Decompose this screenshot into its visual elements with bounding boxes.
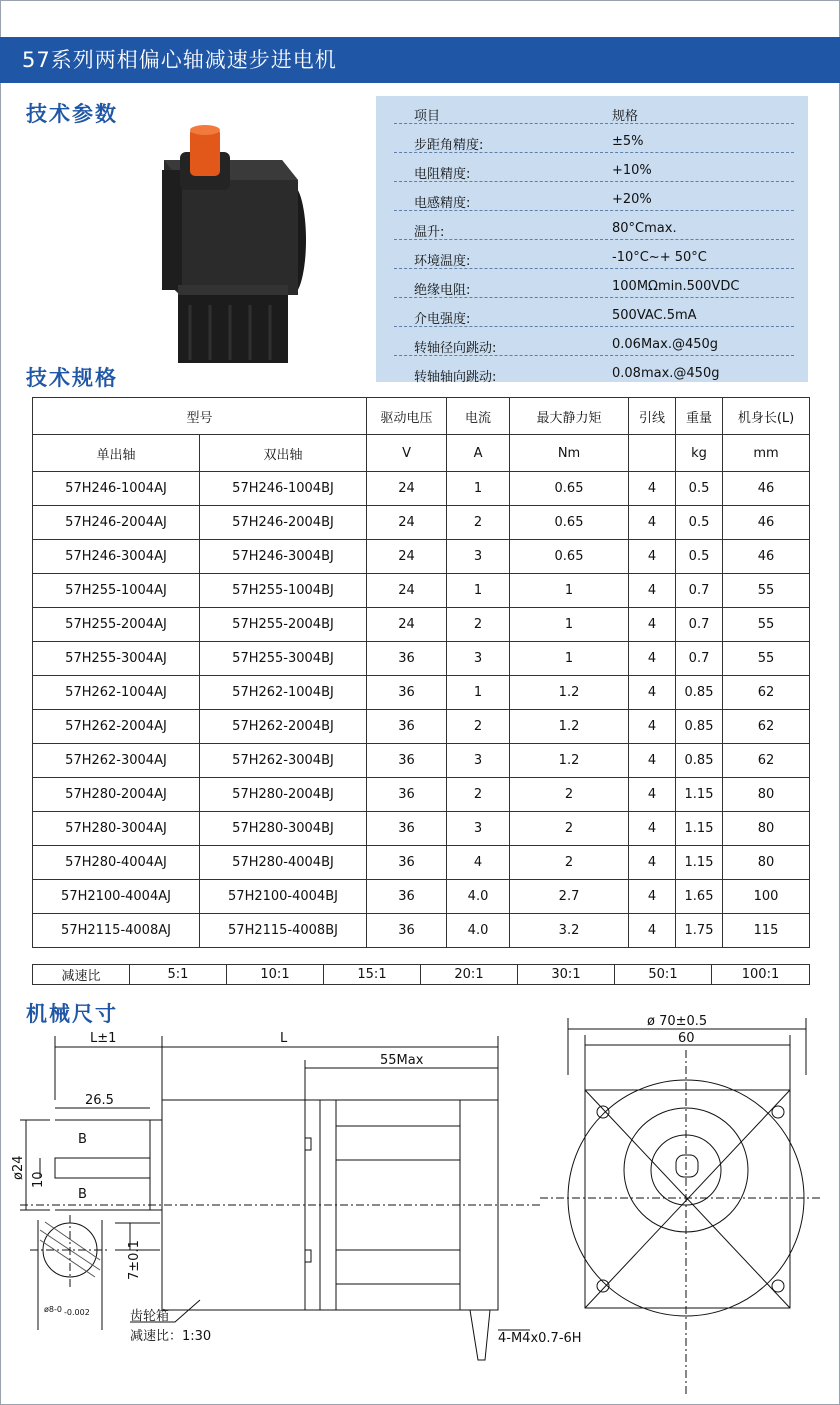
label-b-top: B bbox=[78, 1132, 87, 1147]
cell-length: 55 bbox=[723, 608, 810, 642]
spec-key: 温升: bbox=[414, 225, 445, 240]
banner-title: 57系列两相偏心轴减速步进电机 bbox=[0, 37, 840, 83]
cell-single-shaft: 57H262-2004AJ bbox=[33, 710, 200, 744]
cell-single-shaft: 57H255-3004AJ bbox=[33, 642, 200, 676]
cell-single-shaft: 57H280-3004AJ bbox=[33, 812, 200, 846]
cell-voltage: 36 bbox=[367, 744, 447, 778]
cell-leads: 4 bbox=[629, 744, 676, 778]
cell-length: 46 bbox=[723, 540, 810, 574]
cell-current: 3 bbox=[447, 540, 510, 574]
cell-double-shaft: 57H255-3004BJ bbox=[200, 642, 367, 676]
ratio-value: 20:1 bbox=[421, 965, 518, 985]
cell-torque: 1 bbox=[510, 642, 629, 676]
cell-weight: 0.7 bbox=[676, 574, 723, 608]
cell-single-shaft: 57H280-4004AJ bbox=[33, 846, 200, 880]
cell-weight: 1.65 bbox=[676, 880, 723, 914]
label-gearbox: 齿轮箱 bbox=[130, 1309, 170, 1324]
cell-double-shaft: 57H255-1004BJ bbox=[200, 574, 367, 608]
table-row bbox=[33, 574, 810, 608]
section-tech-specs: 技术规格 bbox=[26, 366, 118, 390]
cell-current: 4 bbox=[447, 846, 510, 880]
cell-voltage: 36 bbox=[367, 846, 447, 880]
cell-weight: 0.85 bbox=[676, 710, 723, 744]
spec-value: 100MΩmin.500VDC bbox=[612, 279, 740, 294]
spec-divider bbox=[394, 210, 794, 211]
cell-length: 80 bbox=[723, 846, 810, 880]
unit-torque: Nm bbox=[510, 435, 629, 472]
ratio-table bbox=[32, 964, 810, 985]
cell-leads: 4 bbox=[629, 880, 676, 914]
cell-leads: 4 bbox=[629, 608, 676, 642]
model-table bbox=[32, 397, 810, 948]
cell-weight: 1.15 bbox=[676, 812, 723, 846]
spec-value: -10°C~+ 50°C bbox=[612, 250, 707, 265]
cell-double-shaft: 57H280-2004BJ bbox=[200, 778, 367, 812]
cell-leads: 4 bbox=[629, 676, 676, 710]
cell-weight: 0.5 bbox=[676, 506, 723, 540]
spec-value: 80°Cmax. bbox=[612, 221, 677, 236]
cell-leads: 4 bbox=[629, 642, 676, 676]
cell-double-shaft: 57H246-3004BJ bbox=[200, 540, 367, 574]
ratio-label: 减速比 bbox=[33, 965, 130, 985]
cell-current: 3 bbox=[447, 744, 510, 778]
cell-length: 62 bbox=[723, 710, 810, 744]
spec-box bbox=[376, 96, 808, 385]
spec-key: 介电强度: bbox=[414, 312, 471, 327]
spec-divider bbox=[394, 152, 794, 153]
dim-l: L bbox=[280, 1031, 288, 1046]
cell-current: 4.0 bbox=[447, 880, 510, 914]
dim-55max: 55Max bbox=[380, 1053, 424, 1068]
cell-current: 1 bbox=[447, 472, 510, 506]
cell-torque: 1.2 bbox=[510, 744, 629, 778]
dim-10: 10 bbox=[31, 1171, 46, 1188]
table-row bbox=[33, 540, 810, 574]
cell-weight: 1.15 bbox=[676, 846, 723, 880]
col-double-shaft: 双出轴 bbox=[200, 435, 367, 472]
cell-current: 2 bbox=[447, 608, 510, 642]
table-unit-row bbox=[33, 435, 810, 472]
cell-voltage: 36 bbox=[367, 880, 447, 914]
cell-voltage: 24 bbox=[367, 472, 447, 506]
cell-single-shaft: 57H255-1004AJ bbox=[33, 574, 200, 608]
dim-l-tol: L±1 bbox=[90, 1031, 117, 1046]
cell-length: 55 bbox=[723, 642, 810, 676]
label-b-bottom: B bbox=[78, 1187, 87, 1202]
cell-double-shaft: 57H262-3004BJ bbox=[200, 744, 367, 778]
cell-torque: 1 bbox=[510, 574, 629, 608]
spec-header-value: 规格 bbox=[612, 109, 639, 124]
cell-double-shaft: 57H280-4004BJ bbox=[200, 846, 367, 880]
spec-key: 绝缘电阻: bbox=[414, 283, 471, 298]
cell-leads: 4 bbox=[629, 914, 676, 948]
cell-torque: 1 bbox=[510, 608, 629, 642]
cell-voltage: 36 bbox=[367, 778, 447, 812]
cell-single-shaft: 57H262-1004AJ bbox=[33, 676, 200, 710]
spec-value: +20% bbox=[612, 192, 652, 207]
cell-length: 115 bbox=[723, 914, 810, 948]
spec-divider bbox=[394, 181, 794, 182]
cell-double-shaft: 57H255-2004BJ bbox=[200, 608, 367, 642]
cell-weight: 0.5 bbox=[676, 540, 723, 574]
cell-voltage: 36 bbox=[367, 676, 447, 710]
cell-single-shaft: 57H246-3004AJ bbox=[33, 540, 200, 574]
cell-torque: 0.65 bbox=[510, 506, 629, 540]
cell-double-shaft: 57H262-1004BJ bbox=[200, 676, 367, 710]
ratio-value: 50:1 bbox=[615, 965, 712, 985]
ratio-row bbox=[33, 965, 810, 985]
spec-header-key: 项目 bbox=[414, 109, 441, 124]
cell-voltage: 36 bbox=[367, 812, 447, 846]
cell-torque: 2 bbox=[510, 846, 629, 880]
spec-divider bbox=[394, 355, 794, 356]
spec-key: 转轴轴向跳动: bbox=[414, 370, 497, 385]
cell-length: 80 bbox=[723, 812, 810, 846]
table-row bbox=[33, 506, 810, 540]
cell-weight: 1.75 bbox=[676, 914, 723, 948]
cell-torque: 0.65 bbox=[510, 540, 629, 574]
dim-60: 60 bbox=[678, 1031, 695, 1046]
cell-weight: 0.7 bbox=[676, 608, 723, 642]
cell-leads: 4 bbox=[629, 812, 676, 846]
table-row bbox=[33, 472, 810, 506]
table-row bbox=[33, 710, 810, 744]
cell-leads: 4 bbox=[629, 540, 676, 574]
ratio-value: 100:1 bbox=[712, 965, 810, 985]
table-row bbox=[33, 778, 810, 812]
cell-current: 3 bbox=[447, 642, 510, 676]
spec-value: +10% bbox=[612, 163, 652, 178]
table-row bbox=[33, 880, 810, 914]
table-row bbox=[33, 744, 810, 778]
col-voltage: 驱动电压 bbox=[367, 398, 447, 435]
spec-key: 步距角精度: bbox=[414, 138, 484, 153]
cell-torque: 2 bbox=[510, 812, 629, 846]
cell-double-shaft: 57H2100-4004BJ bbox=[200, 880, 367, 914]
table-row bbox=[33, 676, 810, 710]
cell-voltage: 24 bbox=[367, 574, 447, 608]
table-row bbox=[33, 812, 810, 846]
cell-length: 62 bbox=[723, 744, 810, 778]
spec-key: 电阻精度: bbox=[414, 167, 471, 182]
unit-current: A bbox=[447, 435, 510, 472]
table-header-row bbox=[33, 398, 810, 435]
cell-single-shaft: 57H2100-4004AJ bbox=[33, 880, 200, 914]
table-row bbox=[33, 914, 810, 948]
cell-current: 2 bbox=[447, 778, 510, 812]
cell-torque: 1.2 bbox=[510, 710, 629, 744]
cell-leads: 4 bbox=[629, 710, 676, 744]
cell-leads: 4 bbox=[629, 506, 676, 540]
ratio-value: 5:1 bbox=[130, 965, 227, 985]
cell-torque: 3.2 bbox=[510, 914, 629, 948]
table-row bbox=[33, 642, 810, 676]
cell-weight: 0.5 bbox=[676, 472, 723, 506]
dim-dia70: ø 70±0.5 bbox=[647, 1014, 708, 1029]
spec-value: ±5% bbox=[612, 134, 644, 149]
cell-torque: 1.2 bbox=[510, 676, 629, 710]
cell-double-shaft: 57H262-2004BJ bbox=[200, 710, 367, 744]
cell-torque: 0.65 bbox=[510, 472, 629, 506]
cell-current: 1 bbox=[447, 574, 510, 608]
cell-weight: 0.85 bbox=[676, 676, 723, 710]
label-holes: 4-M4x0.7-6H bbox=[498, 1331, 582, 1346]
cell-double-shaft: 57H246-2004BJ bbox=[200, 506, 367, 540]
col-weight: 重量 bbox=[676, 398, 723, 435]
label-ratio-note: 减速比：1:30 bbox=[130, 1329, 212, 1344]
cell-length: 62 bbox=[723, 676, 810, 710]
col-length: 机身长(L) bbox=[723, 398, 810, 435]
cell-voltage: 36 bbox=[367, 710, 447, 744]
cell-length: 46 bbox=[723, 506, 810, 540]
cell-leads: 4 bbox=[629, 846, 676, 880]
cell-leads: 4 bbox=[629, 574, 676, 608]
spec-value: 0.08max.@450g bbox=[612, 366, 720, 381]
cell-length: 100 bbox=[723, 880, 810, 914]
cell-length: 46 bbox=[723, 472, 810, 506]
mechanical-drawing bbox=[0, 1000, 840, 1405]
spec-divider bbox=[394, 268, 794, 269]
section-mech-dims: 机械尺寸 bbox=[26, 1002, 118, 1026]
motor-photo bbox=[150, 120, 320, 370]
cell-current: 2 bbox=[447, 710, 510, 744]
cell-current: 2 bbox=[447, 506, 510, 540]
cell-torque: 2 bbox=[510, 778, 629, 812]
spec-value: 0.06Max.@450g bbox=[612, 337, 719, 352]
col-single-shaft: 单出轴 bbox=[33, 435, 200, 472]
spec-divider bbox=[394, 297, 794, 298]
table-row bbox=[33, 608, 810, 642]
cell-weight: 0.7 bbox=[676, 642, 723, 676]
ratio-value: 15:1 bbox=[324, 965, 421, 985]
cell-double-shaft: 57H280-3004BJ bbox=[200, 812, 367, 846]
cell-single-shaft: 57H280-2004AJ bbox=[33, 778, 200, 812]
dim-shaft-dia: ø8-0 bbox=[44, 1305, 62, 1314]
spec-divider bbox=[394, 239, 794, 240]
spec-value: 500VAC.5mA bbox=[612, 308, 697, 323]
unit-voltage: V bbox=[367, 435, 447, 472]
cell-single-shaft: 57H262-3004AJ bbox=[33, 744, 200, 778]
cell-length: 55 bbox=[723, 574, 810, 608]
spec-divider bbox=[394, 123, 794, 124]
cell-current: 3 bbox=[447, 812, 510, 846]
unit-weight: kg bbox=[676, 435, 723, 472]
spec-key: 环境温度: bbox=[414, 254, 471, 269]
unit-leads bbox=[629, 435, 676, 472]
col-leads: 引线 bbox=[629, 398, 676, 435]
col-torque: 最大静力矩 bbox=[510, 398, 629, 435]
dim-7: 7±0.1 bbox=[127, 1240, 142, 1280]
col-current: 电流 bbox=[447, 398, 510, 435]
cell-current: 1 bbox=[447, 676, 510, 710]
cell-torque: 2.7 bbox=[510, 880, 629, 914]
spec-key: 电感精度: bbox=[414, 196, 471, 211]
cell-voltage: 36 bbox=[367, 914, 447, 948]
spec-key: 转轴径向跳动: bbox=[414, 341, 497, 356]
cell-current: 4.0 bbox=[447, 914, 510, 948]
cell-single-shaft: 57H255-2004AJ bbox=[33, 608, 200, 642]
ratio-value: 30:1 bbox=[518, 965, 615, 985]
col-model: 型号 bbox=[33, 398, 367, 435]
ratio-value: 10:1 bbox=[227, 965, 324, 985]
cell-length: 80 bbox=[723, 778, 810, 812]
cell-voltage: 36 bbox=[367, 642, 447, 676]
cell-double-shaft: 57H246-1004BJ bbox=[200, 472, 367, 506]
dim-26-5: 26.5 bbox=[85, 1093, 114, 1108]
dim-dia24: ø24 bbox=[11, 1155, 26, 1180]
cell-voltage: 24 bbox=[367, 506, 447, 540]
spec-row bbox=[376, 359, 808, 388]
unit-length: mm bbox=[723, 435, 810, 472]
cell-leads: 4 bbox=[629, 472, 676, 506]
cell-double-shaft: 57H2115-4008BJ bbox=[200, 914, 367, 948]
section-tech-params: 技术参数 bbox=[26, 102, 118, 126]
cell-single-shaft: 57H2115-4008AJ bbox=[33, 914, 200, 948]
cell-weight: 1.15 bbox=[676, 778, 723, 812]
cell-voltage: 24 bbox=[367, 608, 447, 642]
cell-single-shaft: 57H246-2004AJ bbox=[33, 506, 200, 540]
cell-single-shaft: 57H246-1004AJ bbox=[33, 472, 200, 506]
spec-divider bbox=[394, 326, 794, 327]
cell-weight: 0.85 bbox=[676, 744, 723, 778]
table-row bbox=[33, 846, 810, 880]
cell-voltage: 24 bbox=[367, 540, 447, 574]
dim-shaft-tol: -0.002 bbox=[64, 1308, 90, 1317]
cell-leads: 4 bbox=[629, 778, 676, 812]
